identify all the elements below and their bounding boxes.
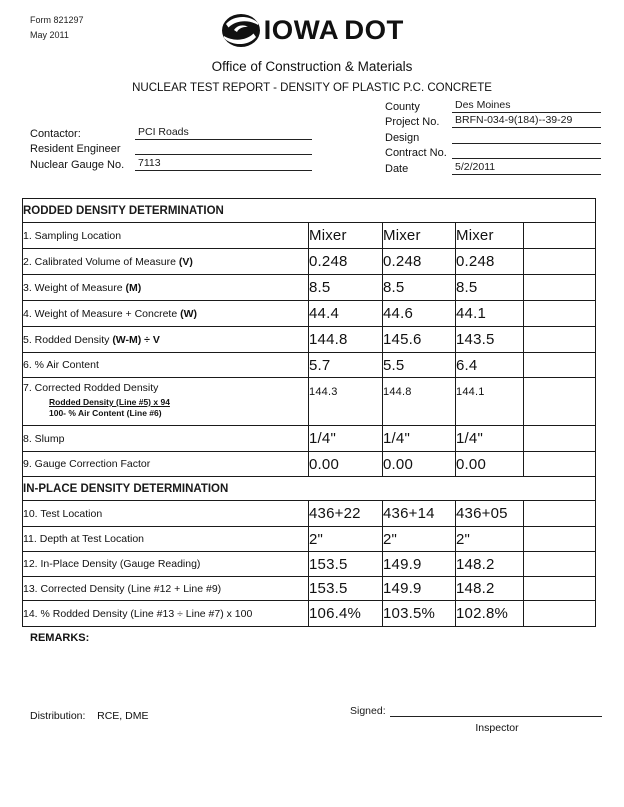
signed-label: Signed:	[350, 705, 386, 717]
contactor-label: Contactor:	[30, 127, 81, 140]
row7-formula: Rodded Density (Line #5) x 94 100- % Air Content (Line #6)	[49, 397, 170, 418]
logo-word-iowa: IOWA	[263, 15, 340, 45]
cell	[524, 452, 596, 477]
cell: 153.5	[309, 577, 383, 601]
cell: 148.2	[456, 577, 524, 601]
cell: 149.9	[383, 577, 456, 601]
row8-label: 8. Slump	[23, 426, 309, 452]
table-row-12	[23, 552, 596, 577]
cell: 5.5	[383, 353, 456, 378]
row5-label: 5. Rodded Density (W-M) ÷ V	[23, 327, 309, 353]
county-label: County	[385, 100, 420, 113]
contract-no-value	[452, 145, 601, 159]
nuclear-gauge-field	[30, 155, 312, 171]
resident-engineer-value	[135, 141, 312, 155]
cell: 0.00	[309, 452, 383, 477]
nuclear-gauge-value: 7113	[135, 157, 312, 171]
row10-label: 10. Test Location	[23, 501, 309, 527]
cell: 5.7	[309, 353, 383, 378]
cell	[524, 353, 596, 378]
nuclear-gauge-label: Nuclear Gauge No.	[30, 158, 125, 171]
section2-title: IN-PLACE DENSITY DETERMINATION	[23, 477, 596, 501]
signed-line	[350, 702, 602, 717]
row6-label: 6. % Air Content	[23, 353, 309, 378]
row9-label: 9. Gauge Correction Factor	[23, 452, 309, 477]
cell	[524, 223, 596, 249]
project-no-label: Project No.	[385, 116, 440, 128]
date-value: 5/2/2011	[452, 161, 601, 175]
cell: 145.6	[383, 327, 456, 353]
cell	[524, 301, 596, 327]
cell	[524, 249, 596, 275]
project-no-value: BRFN-034-9(184)--39-29	[452, 114, 601, 128]
cell: 44.6	[383, 301, 456, 327]
cell	[524, 327, 596, 353]
row12-label: 12. In-Place Density (Gauge Reading)	[23, 552, 309, 577]
cell: Mixer	[456, 223, 524, 249]
cell: 2"	[456, 527, 524, 552]
right-field-group	[385, 97, 601, 175]
table-row-10	[23, 501, 596, 527]
cell: 0.00	[383, 452, 456, 477]
table-row-11	[23, 527, 596, 552]
row14-label: 14. % Rodded Density (Line #13 ÷ Line #7) x 100	[23, 601, 309, 627]
section-header-inplace	[23, 477, 596, 501]
left-field-group	[30, 124, 312, 171]
cell: 149.9	[383, 552, 456, 577]
cell: 44.4	[309, 301, 383, 327]
cell	[524, 552, 596, 577]
cell: 102.8%	[456, 601, 524, 627]
cell: 153.5	[309, 552, 383, 577]
row7-label: 7. Corrected Rodded Density Rodded Density (Line #5) x 94 100- % Air Content (Line #6)	[23, 378, 309, 426]
cell	[524, 275, 596, 301]
cell: 144.8	[383, 378, 456, 426]
resident-engineer-label: Resident Engineer	[30, 143, 121, 155]
cell: 8.5	[383, 275, 456, 301]
resident-engineer-field	[30, 140, 312, 156]
cell: 2"	[309, 527, 383, 552]
row2-label: 2. Calibrated Volume of Measure (V)	[23, 249, 309, 275]
county-value: Des Moines	[452, 99, 601, 113]
office-subtitle: Office of Construction & Materials	[211, 59, 413, 74]
design-label: Design	[385, 131, 420, 144]
cell: 144.8	[309, 327, 383, 353]
cell	[524, 577, 596, 601]
inspector-label: Inspector	[475, 722, 519, 734]
cell	[524, 426, 596, 452]
iowa-dot-logo	[0, 13, 624, 48]
distribution-label: Distribution:	[30, 710, 86, 722]
distribution-value: RCE, DME	[97, 710, 149, 722]
cell: 148.2	[456, 552, 524, 577]
row11-label: 11. Depth at Test Location	[23, 527, 309, 552]
table-row-4	[23, 301, 596, 327]
cell: 8.5	[309, 275, 383, 301]
table-row-2	[23, 249, 596, 275]
form-revision-date: May 2011	[30, 30, 69, 40]
table-row-5	[23, 327, 596, 353]
design-field	[385, 128, 601, 144]
cell: 0.248	[383, 249, 456, 275]
date-label: Date	[385, 162, 409, 175]
row1-label: 1. Sampling Location	[23, 223, 309, 249]
distribution-line	[30, 710, 148, 722]
report-table	[22, 198, 596, 627]
cell: 143.5	[456, 327, 524, 353]
table-row-9	[23, 452, 596, 477]
cell: 1/4"	[456, 426, 524, 452]
cell: 436+14	[383, 501, 456, 527]
contactor-field	[30, 124, 312, 140]
cell: Mixer	[383, 223, 456, 249]
section-header-rodded	[23, 199, 596, 223]
contract-no-field	[385, 144, 601, 160]
row13-label: 13. Corrected Density (Line #12 + Line #9)	[23, 577, 309, 601]
cell: 144.3	[309, 378, 383, 426]
cell: 0.248	[456, 249, 524, 275]
cell: 436+22	[309, 501, 383, 527]
project-no-field	[385, 113, 601, 129]
cell: 1/4"	[383, 426, 456, 452]
iowa-dot-logo-icon	[221, 13, 261, 48]
cell: Mixer	[309, 223, 383, 249]
cell: 0.248	[309, 249, 383, 275]
table-row-7	[23, 378, 596, 426]
section1-title: RODDED DENSITY DETERMINATION	[23, 199, 596, 223]
cell: 0.00	[456, 452, 524, 477]
form-number: Form 821297	[30, 15, 84, 25]
table-row-6	[23, 353, 596, 378]
remarks-label: REMARKS:	[30, 632, 90, 644]
cell: 2"	[383, 527, 456, 552]
cell	[524, 601, 596, 627]
iowa-dot-logo-text	[264, 15, 404, 46]
page-title: NUCLEAR TEST REPORT - DENSITY OF PLASTIC P.C. CONCRETE	[132, 82, 492, 94]
table-row-1	[23, 223, 596, 249]
cell: 1/4"	[309, 426, 383, 452]
table-row-14	[23, 601, 596, 627]
cell: 44.1	[456, 301, 524, 327]
design-value	[452, 130, 601, 144]
contract-no-label: Contract No.	[385, 147, 447, 159]
table-row-13	[23, 577, 596, 601]
cell: 106.4%	[309, 601, 383, 627]
signature-line	[390, 702, 602, 717]
cell: 436+05	[456, 501, 524, 527]
row4-label: 4. Weight of Measure + Concrete (W)	[23, 301, 309, 327]
table-row-3	[23, 275, 596, 301]
county-field	[385, 97, 601, 113]
cell	[524, 378, 596, 426]
cell: 8.5	[456, 275, 524, 301]
contactor-value: PCI Roads	[135, 126, 312, 140]
cell	[524, 501, 596, 527]
date-field	[385, 159, 601, 175]
row3-label: 3. Weight of Measure (M)	[23, 275, 309, 301]
logo-word-dot: DOT	[344, 15, 405, 45]
cell: 144.1	[456, 378, 524, 426]
cell: 6.4	[456, 353, 524, 378]
cell	[524, 527, 596, 552]
table-row-8	[23, 426, 596, 452]
cell: 103.5%	[383, 601, 456, 627]
